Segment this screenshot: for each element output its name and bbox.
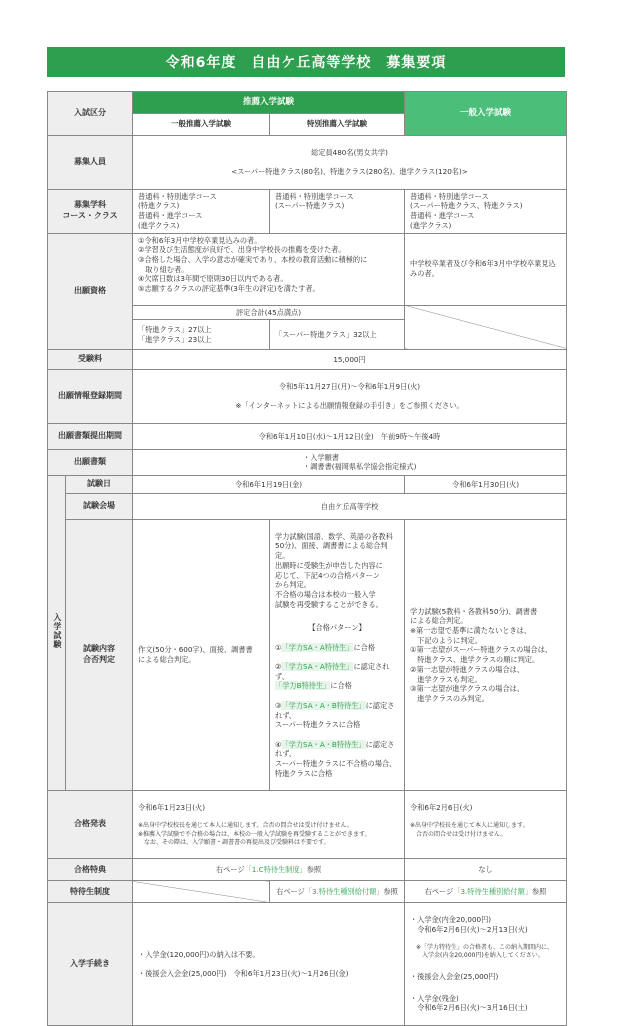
tokuten-suisen-pre: 右ページ bbox=[215, 865, 245, 875]
ippan-header: 一般入学試験 bbox=[405, 92, 567, 136]
pattern-3 bbox=[275, 701, 399, 730]
happyo-ippan-note: ※出身中学校長を通じて本人に通知します。 合否の問合せは受け付けません。 bbox=[410, 822, 529, 838]
joho-touroku-line1: 令和5年11月27日(月)～令和6年1月9日(火) bbox=[278, 382, 421, 392]
page-title: 令和6年度 自由ケ丘高等学校 募集要項 bbox=[47, 47, 565, 77]
tetsuzuki-ippan-note: ※「学力特待生」の合格者も、この納入期間内に、 入学金(内金20,000円)を納入してください。 bbox=[416, 944, 554, 960]
admission-table bbox=[47, 91, 567, 1026]
shorui-label: 出願書類 bbox=[48, 449, 133, 475]
gakka-tokubetsu-suisen: 普通科・特別進学コース (スーパー特進クラス) bbox=[270, 189, 405, 233]
happyo-label: 合格発表 bbox=[48, 791, 133, 859]
tokubetsu-suisen-header: 特別推薦入学試験 bbox=[270, 114, 405, 136]
happyo-suisen-note: ※出身中学校校長を通じて本人に通知します。合否の問合せは受け付けません。 ※推薦入学試験で不合格の場合は、本校の一般入学試験を再受験することができます。 なお、その際は、入学願書・調書書の再提出及び受験料は不要です。 bbox=[138, 822, 371, 846]
pattern-3-num: ③ bbox=[275, 700, 282, 710]
happyo-suisen bbox=[133, 791, 405, 859]
naiyo-ippan: 学力試験(5教科・各教科50分)、調書書 による総合判定。 ※第一志望で基準に満たないときは、 下記のように判定。 ①第一志望がスーパー特進クラスの場合は、 特進クラス、進学クラスの順に判定。 ②第一志望が特進クラスの場合は、 進学クラスも判定。 ③第一志望が進学クラスの場合は、 進学クラスのみ判定。 bbox=[405, 519, 567, 790]
pattern-title: 【合格パターン】 bbox=[308, 623, 366, 633]
happyo-ippan-date: 令和6年2月6日(火) bbox=[410, 803, 473, 813]
joho-touroku-line2: ※「インターネットによる出願情報登録の手引き」をご参照ください。 bbox=[235, 401, 464, 411]
pattern-3-rest: に認定されず、 スーパー特進クラスに合格 bbox=[275, 700, 395, 730]
tokuten-suisen-tag: 「1.C特待生制度」 bbox=[244, 865, 307, 875]
tokuten-suisen-post: 参照 bbox=[306, 865, 322, 875]
ippan-suisen-header: 一般推薦入学試験 bbox=[133, 114, 270, 136]
boshu-ninzu-line1: 総定員480名(男女共学) bbox=[311, 147, 388, 157]
hyotei-title: 評定合計(45点満点) bbox=[133, 305, 405, 320]
pattern-4-num: ④ bbox=[275, 739, 282, 749]
pattern-1-rest: に合格 bbox=[353, 642, 376, 652]
pattern-2-rest: に認定されず、 bbox=[275, 661, 390, 681]
naiyo-ippan-suisen: 作文(50分・600字)、面接、調書書 による総合判定。 bbox=[133, 519, 270, 790]
tokutaisei-c3-tag: 「3.特待生種別給付額」 bbox=[453, 887, 532, 897]
tetsuzuki-ippan-l2: ・後援会入会金(25,000円) bbox=[410, 972, 499, 982]
shikaku-suisen: ①令和6年3月中学校卒業見込みの者。 ②学習及び生活態度が良好で、出身中学校長の推薦を受けた者。 ③合格した場合、入学の意志が確実であり、本校の教育活動に積極的に 取り組む者。 ④欠席日数は3年間で原則30日以内である者。 ⑤志願するクラスの評定基準(3年生の評定)を満たす者。 bbox=[133, 233, 405, 305]
tetsuzuki-suisen-l1: ・入学金(120,000円)の納入は不要。 bbox=[138, 949, 260, 959]
pattern-4 bbox=[275, 740, 399, 779]
shikaku-ippan-diagonal bbox=[405, 305, 567, 350]
suisen-header: 推薦入学試験 bbox=[133, 92, 405, 114]
kubun-label: 入試区分 bbox=[48, 92, 133, 136]
joho-touroku-label: 出願情報登録期間 bbox=[48, 370, 133, 424]
shikenbi-label: 試験日 bbox=[66, 475, 133, 493]
pattern-2-rest2: に合格 bbox=[330, 681, 352, 691]
tokutaisei-c3-pre: 右ページ bbox=[424, 887, 454, 897]
naiyo-tokubetsu-main: 学力試験(国語、数学、英語の各教科 50分)、面接、調書書による総合判定。 出願時に受験生が申告した内容に 応じて、下記4つの合格パターン から判定。 不合格の場合は本校の一般入学 試験を再受験することができる。 bbox=[275, 531, 393, 609]
gakka-label: 募集学科 コース・クラス bbox=[48, 189, 133, 233]
shorui-value: ・入学願書 ・調書書(福岡県私学協会指定様式) bbox=[133, 449, 567, 475]
gakka-ippan: 普通科・特別進学コース (スーパー特進クラス、特進クラス) 普通科・進学コース (進学クラス) bbox=[405, 189, 567, 233]
pattern-1-num: ① bbox=[275, 642, 282, 652]
jukenryo-label: 受験料 bbox=[48, 350, 133, 370]
kaijo-label: 試験会場 bbox=[66, 493, 133, 519]
tokutaisei-c2-post: 参照 bbox=[383, 887, 398, 897]
shikaku-label: 出願資格 bbox=[48, 233, 133, 350]
pattern-4-rest: に認定されず、 スーパー特進クラスに不合格の場合、 特進クラスに合格 bbox=[275, 739, 397, 778]
gakka-ippan-suisen: 普通科・特別進学コース (特進クラス) 普通科・進学コース (進学クラス) bbox=[133, 189, 270, 233]
pattern-4-tag: 「学力SA・A・B特待生」 bbox=[281, 739, 366, 749]
shikaku-ippan: 中学校卒業者及び令和6年3月中学校卒業見込みの者。 bbox=[405, 233, 567, 305]
boshu-ninzu-line2: <スーパー特進クラス(80名)、特進クラス(280名)、進学クラス(120名)> bbox=[231, 167, 468, 177]
shikenbi-ippan: 令和6年1月30日(火) bbox=[405, 475, 567, 493]
pattern-2-tag2: 「学力B特待生」 bbox=[275, 681, 331, 691]
boshu-ninzu-label: 募集人員 bbox=[48, 136, 133, 190]
kaijo-value: 自由ケ丘高等学校 bbox=[133, 493, 567, 519]
happyo-ippan bbox=[405, 791, 567, 859]
tokuten-suisen bbox=[133, 859, 405, 881]
pattern-2-tag: 「学力SA・A特待生」 bbox=[281, 661, 354, 671]
happyo-suisen-date: 令和6年1月23日(火) bbox=[138, 803, 206, 813]
tetsuzuki-suisen bbox=[133, 903, 405, 1025]
tokuten-ippan: なし bbox=[405, 859, 567, 881]
tokutaisei-c2-tag: 「3.特待生種別給付額」 bbox=[304, 887, 384, 897]
boshu-ninzu-value bbox=[133, 136, 567, 190]
pattern-2 bbox=[275, 662, 399, 691]
tetsuzuki-ippan bbox=[405, 903, 567, 1025]
naiyo-label: 試験内容 合否判定 bbox=[66, 519, 133, 790]
tokuten-label: 合格特典 bbox=[48, 859, 133, 881]
jukenryo-value: 15,000円 bbox=[133, 350, 567, 370]
hyotei-ippan-suisen: 「特進クラス」27以上 「進学クラス」23以上 bbox=[133, 320, 270, 350]
nyugaku-shiken-group-label: 入学試験 bbox=[52, 613, 62, 650]
pattern-1-tag: 「学力SA・A特待生」 bbox=[281, 642, 354, 652]
pattern-1 bbox=[275, 643, 399, 653]
tetsuzuki-suisen-l2: ・後援会入会金(25,000円) 令和6年1月23日(火)～1月26日(金) bbox=[138, 969, 349, 979]
tokutaisei-label: 特待生制度 bbox=[48, 881, 133, 903]
tetsuzuki-ippan-l3: ・入学金(残金) 令和6年2月6日(火)～3月16日(土) bbox=[410, 993, 528, 1013]
tokutaisei-c2-pre: 右ページ bbox=[276, 887, 305, 897]
pattern-3-tag: 「学力SA・A・B特待生」 bbox=[281, 700, 366, 710]
naiyo-tokubetsu-suisen bbox=[270, 519, 405, 790]
shorui-teishutsu-value: 令和6年1月10日(水)～1月12日(金) 午前9時～午後4時 bbox=[133, 423, 567, 449]
tokutaisei-c3-post: 参照 bbox=[531, 887, 547, 897]
hyotei-tokubetsu-suisen: 「スーパー特進クラス」32以上 bbox=[270, 320, 405, 350]
tetsuzuki-label: 入学手続き bbox=[48, 903, 133, 1025]
joho-touroku-value bbox=[133, 370, 567, 424]
shikenbi-suisen: 令和6年1月19日(金) bbox=[133, 475, 405, 493]
pattern-2-num: ② bbox=[275, 661, 282, 671]
shorui-teishutsu-label: 出願書類提出期間 bbox=[48, 423, 133, 449]
tetsuzuki-ippan-l1: ・入学金(内金20,000円) 令和6年2月6日(火)～2月13日(火) bbox=[410, 915, 528, 934]
nyugaku-shiken-group bbox=[48, 475, 66, 790]
